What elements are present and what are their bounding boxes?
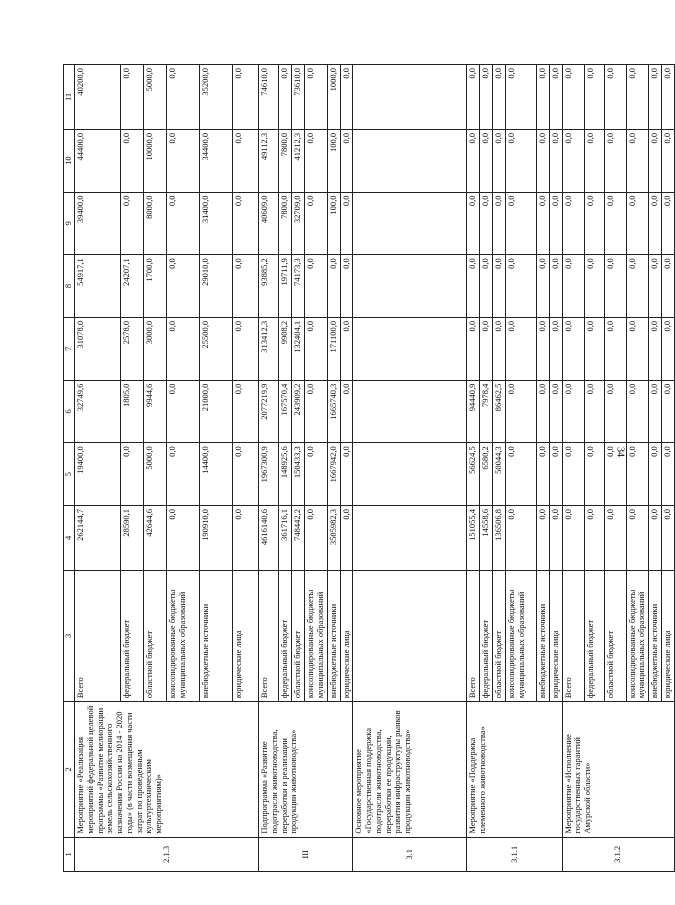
value-cell: 0,0 — [467, 192, 480, 255]
value-cell: 31400,0 — [200, 192, 233, 255]
value-cell: 0,0 — [167, 192, 200, 255]
value-cell: 0,0 — [562, 192, 584, 255]
value-cell: 6580,2 — [480, 443, 493, 506]
value-cell: 1665740,3 — [327, 380, 340, 443]
value-cell: 136506,8 — [493, 505, 506, 570]
funding-source: консолидированные бюджеты муниципальных образований — [505, 570, 536, 701]
value-cell: 0,0 — [167, 380, 200, 443]
value-cell: 0,0 — [233, 65, 259, 130]
value-cell: 0,0 — [562, 65, 584, 130]
value-cell: 0,0 — [549, 65, 562, 130]
value-cell: 34400,0 — [200, 129, 233, 192]
value-cell: 0,0 — [536, 317, 549, 380]
value-cell: 86462,5 — [493, 380, 506, 443]
value-cell: 0,0 — [626, 380, 649, 443]
item-code: 3.1.2 — [562, 837, 674, 871]
value-cell: 0,0 — [505, 129, 536, 192]
value-cell: 0,0 — [604, 129, 626, 192]
value-cell: 0,0 — [649, 129, 662, 192]
value-cell: 0,0 — [584, 192, 604, 255]
value-cell: 0,0 — [549, 192, 562, 255]
empty-cell — [353, 570, 467, 701]
value-cell: 132404,1 — [292, 317, 305, 380]
value-cell: 0,0 — [121, 192, 144, 255]
value-cell: 44400,0 — [75, 129, 121, 192]
value-cell: 0,0 — [340, 317, 353, 380]
funding-source: Всего — [259, 570, 279, 701]
value-cell: 1700,0 — [144, 255, 167, 318]
value-cell: 54917,1 — [75, 255, 121, 318]
value-cell: 19400,0 — [75, 443, 121, 506]
value-cell: 0,0 — [662, 505, 675, 570]
value-cell: 0,0 — [167, 255, 200, 318]
value-cell: 262144,7 — [75, 505, 121, 570]
value-cell: 0,0 — [493, 317, 506, 380]
value-cell: 25500,0 — [200, 317, 233, 380]
value-cell: 0,0 — [167, 317, 200, 380]
value-cell: 0,0 — [584, 129, 604, 192]
value-cell: 190910,0 — [200, 505, 233, 570]
value-cell: 5000,0 — [144, 443, 167, 506]
value-cell: 0,0 — [604, 255, 626, 318]
value-cell: 0,0 — [480, 129, 493, 192]
value-cell: 0,0 — [305, 255, 328, 318]
value-cell: 0,0 — [305, 380, 328, 443]
value-cell: 0,0 — [626, 317, 649, 380]
value-cell: 14400,0 — [200, 443, 233, 506]
table-row — [353, 65, 467, 872]
value-cell: 0,0 — [233, 380, 259, 443]
item-name: Мероприятие «Исполнение государственных гарантий Амурской области» — [562, 702, 674, 838]
value-cell: 0,0 — [536, 65, 549, 130]
value-cell: 0,0 — [626, 129, 649, 192]
value-cell: 41212,3 — [292, 129, 305, 192]
header-row — [64, 65, 75, 872]
value-cell: 0,0 — [584, 65, 604, 130]
value-cell: 29010,0 — [200, 255, 233, 318]
table-body — [75, 65, 675, 872]
value-cell: 0,0 — [536, 129, 549, 192]
value-cell: 0,0 — [480, 65, 493, 130]
funding-source: юридические лица — [549, 570, 562, 701]
value-cell: 4616140,6 — [259, 505, 279, 570]
value-cell: 3505982,3 — [327, 505, 340, 570]
value-cell: 1000,0 — [327, 65, 340, 130]
value-cell: 0,0 — [167, 129, 200, 192]
value-cell: 0,0 — [493, 255, 506, 318]
value-cell: 0,0 — [480, 317, 493, 380]
value-cell: 0,0 — [340, 65, 353, 130]
item-code: 3.1.1 — [467, 837, 562, 871]
value-cell: 0,0 — [505, 380, 536, 443]
funding-source: федеральный бюджет — [480, 570, 493, 701]
header-cell: 3 — [64, 570, 75, 701]
value-cell: 0,0 — [662, 255, 675, 318]
value-cell: 0,0 — [279, 65, 292, 130]
funding-source: областной бюджет — [493, 570, 506, 701]
funding-source: федеральный бюджет — [121, 570, 144, 701]
value-cell: 49112,3 — [259, 129, 279, 192]
funding-source: юридические лица — [233, 570, 259, 701]
value-cell: 0,0 — [305, 65, 328, 130]
value-cell: 5000,0 — [144, 65, 167, 130]
value-cell: 0,0 — [604, 65, 626, 130]
funding-source: областной бюджет — [144, 570, 167, 701]
value-cell: 7800,0 — [279, 192, 292, 255]
value-cell: 1667942,0 — [327, 443, 340, 506]
value-cell: 0,0 — [604, 192, 626, 255]
value-cell: 93885,2 — [259, 255, 279, 318]
funding-source: федеральный бюджет — [584, 570, 604, 701]
header-cell: 4 — [64, 505, 75, 570]
funding-source: внебюджетные источники — [200, 570, 233, 701]
header-cell: 8 — [64, 255, 75, 318]
funding-source: Всего — [467, 570, 480, 701]
value-cell: 0,0 — [562, 317, 584, 380]
value-cell: 0,0 — [340, 505, 353, 570]
value-cell: 100,0 — [327, 192, 340, 255]
funding-source: юридические лица — [662, 570, 675, 701]
value-cell: 0,0 — [505, 505, 536, 570]
value-cell: 0,0 — [584, 255, 604, 318]
value-cell: 1967300,9 — [259, 443, 279, 506]
value-cell: 0,0 — [662, 129, 675, 192]
value-cell: 0,0 — [121, 65, 144, 130]
header-cell: 1 — [64, 837, 75, 871]
value-cell: 150433,3 — [292, 443, 305, 506]
header-cell: 5 — [64, 443, 75, 506]
value-cell: 0,0 — [340, 380, 353, 443]
value-cell: 0,0 — [549, 443, 562, 506]
value-cell: 0,0 — [340, 129, 353, 192]
value-cell: 0,0 — [233, 129, 259, 192]
empty-cell — [353, 65, 467, 130]
table-row — [562, 65, 584, 872]
value-cell: 0,0 — [536, 255, 549, 318]
value-cell: 0,0 — [467, 65, 480, 130]
value-cell: 0,0 — [505, 65, 536, 130]
value-cell: 0,0 — [233, 255, 259, 318]
value-cell: 0,0 — [562, 129, 584, 192]
value-cell: 0,0 — [649, 65, 662, 130]
funding-source: консолидированные бюджеты муниципальных образований — [305, 570, 328, 701]
value-cell: 0,0 — [649, 380, 662, 443]
header-cell: 2 — [64, 702, 75, 838]
value-cell: 0,0 — [493, 65, 506, 130]
value-cell: 8000,0 — [144, 192, 167, 255]
header-cell: 9 — [64, 192, 75, 255]
value-cell: 0,0 — [584, 380, 604, 443]
value-cell: 0,0 — [340, 443, 353, 506]
value-cell: 0,0 — [549, 380, 562, 443]
value-cell: 0,0 — [604, 443, 626, 506]
value-cell: 151055,4 — [467, 505, 480, 570]
funding-source: областной бюджет — [292, 570, 305, 701]
value-cell: 24207,1 — [121, 255, 144, 318]
value-cell: 0,0 — [604, 505, 626, 570]
value-cell: 243909,2 — [292, 380, 305, 443]
value-cell: 0,0 — [626, 192, 649, 255]
value-cell: 0,0 — [604, 380, 626, 443]
funding-source: внебюджетные источники — [536, 570, 549, 701]
value-cell: 35200,0 — [200, 65, 233, 130]
empty-cell — [353, 443, 467, 506]
value-cell: 42644,6 — [144, 505, 167, 570]
value-cell: 0,0 — [233, 317, 259, 380]
value-cell: 39400,0 — [75, 192, 121, 255]
value-cell: 2077219,9 — [259, 380, 279, 443]
item-name: Основное мероприятие «Государственная поддержка подотрасли животноводства, переработки ее продукции, развития инфраструктуры рынков продукции животноводства» — [353, 702, 467, 838]
value-cell: 0,0 — [662, 443, 675, 506]
value-cell: 3000,0 — [144, 317, 167, 380]
value-cell: 0,0 — [305, 129, 328, 192]
value-cell: 74173,3 — [292, 255, 305, 318]
funding-source: Всего — [562, 570, 584, 701]
table-row — [467, 65, 480, 872]
value-cell: 0,0 — [662, 380, 675, 443]
value-cell: 32709,0 — [292, 192, 305, 255]
value-cell: 0,0 — [649, 255, 662, 318]
value-cell: 0,0 — [626, 505, 649, 570]
funding-source: внебюджетные источники — [327, 570, 340, 701]
funding-source: юридические лица — [340, 570, 353, 701]
item-name: Мероприятие «Поддержка племенного животноводства» — [467, 702, 562, 838]
value-cell: 0,0 — [562, 255, 584, 318]
value-cell: 0,0 — [480, 255, 493, 318]
value-cell: 50044,3 — [493, 443, 506, 506]
value-cell: 100,0 — [327, 129, 340, 192]
value-cell: 0,0 — [505, 317, 536, 380]
value-cell: 0,0 — [327, 255, 340, 318]
funding-source: внебюджетные источники — [649, 570, 662, 701]
header-cell: 10 — [64, 129, 75, 192]
empty-cell — [353, 380, 467, 443]
value-cell: 0,0 — [305, 317, 328, 380]
value-cell: 0,0 — [549, 129, 562, 192]
value-cell: 0,0 — [467, 129, 480, 192]
value-cell: 0,0 — [233, 443, 259, 506]
value-cell: 0,0 — [584, 505, 604, 570]
value-cell: 148925,6 — [279, 443, 292, 506]
value-cell: 0,0 — [536, 380, 549, 443]
value-cell: 0,0 — [233, 505, 259, 570]
value-cell: 0,0 — [167, 65, 200, 130]
empty-cell — [353, 255, 467, 318]
value-cell: 0,0 — [649, 443, 662, 506]
value-cell: 74610,0 — [259, 65, 279, 130]
value-cell: 0,0 — [493, 192, 506, 255]
page-number: 34 — [614, 447, 626, 457]
value-cell: 171100,0 — [327, 317, 340, 380]
item-name: Подпрограмма «Развитие подотрасли животноводства, переработки и реализации продукции животноводства» — [259, 702, 353, 838]
funding-source: консолидированные бюджеты муниципальных образований — [626, 570, 649, 701]
value-cell: 9908,2 — [279, 317, 292, 380]
value-cell: 0,0 — [121, 129, 144, 192]
value-cell: 0,0 — [167, 443, 200, 506]
value-cell: 0,0 — [562, 443, 584, 506]
value-cell: 0,0 — [626, 65, 649, 130]
value-cell: 0,0 — [167, 505, 200, 570]
value-cell: 0,0 — [536, 443, 549, 506]
value-cell: 0,0 — [480, 192, 493, 255]
value-cell: 7800,0 — [279, 129, 292, 192]
value-cell: 19711,9 — [279, 255, 292, 318]
empty-cell — [353, 505, 467, 570]
value-cell: 40200,0 — [75, 65, 121, 130]
empty-cell — [353, 317, 467, 380]
value-cell: 0,0 — [467, 317, 480, 380]
funding-table — [63, 64, 675, 872]
value-cell: 0,0 — [536, 505, 549, 570]
value-cell: 0,0 — [562, 505, 584, 570]
value-cell: 0,0 — [662, 192, 675, 255]
value-cell: 0,0 — [467, 255, 480, 318]
value-cell: 14558,6 — [480, 505, 493, 570]
table-row — [259, 65, 279, 872]
value-cell: 0,0 — [562, 380, 584, 443]
value-cell: 0,0 — [305, 192, 328, 255]
value-cell: 10000,0 — [144, 129, 167, 192]
empty-cell — [353, 192, 467, 255]
value-cell: 2578,0 — [121, 317, 144, 380]
header-cell: 6 — [64, 380, 75, 443]
value-cell: 0,0 — [604, 317, 626, 380]
value-cell: 0,0 — [505, 443, 536, 506]
value-cell: 7978,4 — [480, 380, 493, 443]
value-cell: 313412,3 — [259, 317, 279, 380]
value-cell: 0,0 — [505, 255, 536, 318]
value-cell: 748442,2 — [292, 505, 305, 570]
value-cell: 32749,6 — [75, 380, 121, 443]
value-cell: 0,0 — [233, 192, 259, 255]
header-cell: 7 — [64, 317, 75, 380]
value-cell: 0,0 — [340, 192, 353, 255]
item-code: III — [259, 837, 353, 871]
header-cell: 11 — [64, 65, 75, 130]
funding-source: Всего — [75, 570, 121, 701]
rotated-table-page — [63, 64, 673, 872]
item-code: 3.1 — [353, 837, 467, 871]
value-cell: 0,0 — [662, 317, 675, 380]
value-cell: 0,0 — [340, 255, 353, 318]
value-cell: 0,0 — [536, 192, 549, 255]
value-cell: 21000,0 — [200, 380, 233, 443]
value-cell: 40609,0 — [259, 192, 279, 255]
value-cell: 0,0 — [305, 443, 328, 506]
value-cell: 361716,1 — [279, 505, 292, 570]
value-cell: 167570,4 — [279, 380, 292, 443]
value-cell: 94440,9 — [467, 380, 480, 443]
value-cell: 56624,5 — [467, 443, 480, 506]
value-cell: 0,0 — [549, 317, 562, 380]
value-cell: 0,0 — [626, 255, 649, 318]
funding-source: областной бюджет — [604, 570, 626, 701]
value-cell: 0,0 — [649, 317, 662, 380]
value-cell: 0,0 — [662, 65, 675, 130]
value-cell: 0,0 — [626, 443, 649, 506]
value-cell: 0,0 — [505, 192, 536, 255]
value-cell: 0,0 — [649, 192, 662, 255]
table-row — [75, 65, 121, 872]
value-cell: 0,0 — [584, 317, 604, 380]
value-cell: 9944,6 — [144, 380, 167, 443]
value-cell: 0,0 — [549, 505, 562, 570]
value-cell: 1805,0 — [121, 380, 144, 443]
empty-cell — [353, 129, 467, 192]
value-cell: 0,0 — [305, 505, 328, 570]
funding-source: консолидированные бюджеты муниципальных образований — [167, 570, 200, 701]
item-code: 2.1.3 — [75, 837, 259, 871]
value-cell: 0,0 — [549, 255, 562, 318]
funding-source: федеральный бюджет — [279, 570, 292, 701]
value-cell: 0,0 — [121, 443, 144, 506]
value-cell: 31078,0 — [75, 317, 121, 380]
value-cell: 0,0 — [493, 129, 506, 192]
item-name: Мероприятие «Реализация мероприятий федеральной целевой программы «Развитие мелиорации земель сельскохозяйственного назначения России на 2014 - 2020 годы» (в части возмещения части затрат по проведенным культуртехническим мероприятиям)» — [75, 702, 259, 838]
value-cell: 28590,1 — [121, 505, 144, 570]
value-cell: 73610,0 — [292, 65, 305, 130]
value-cell: 0,0 — [649, 505, 662, 570]
value-cell: 0,0 — [584, 443, 604, 506]
